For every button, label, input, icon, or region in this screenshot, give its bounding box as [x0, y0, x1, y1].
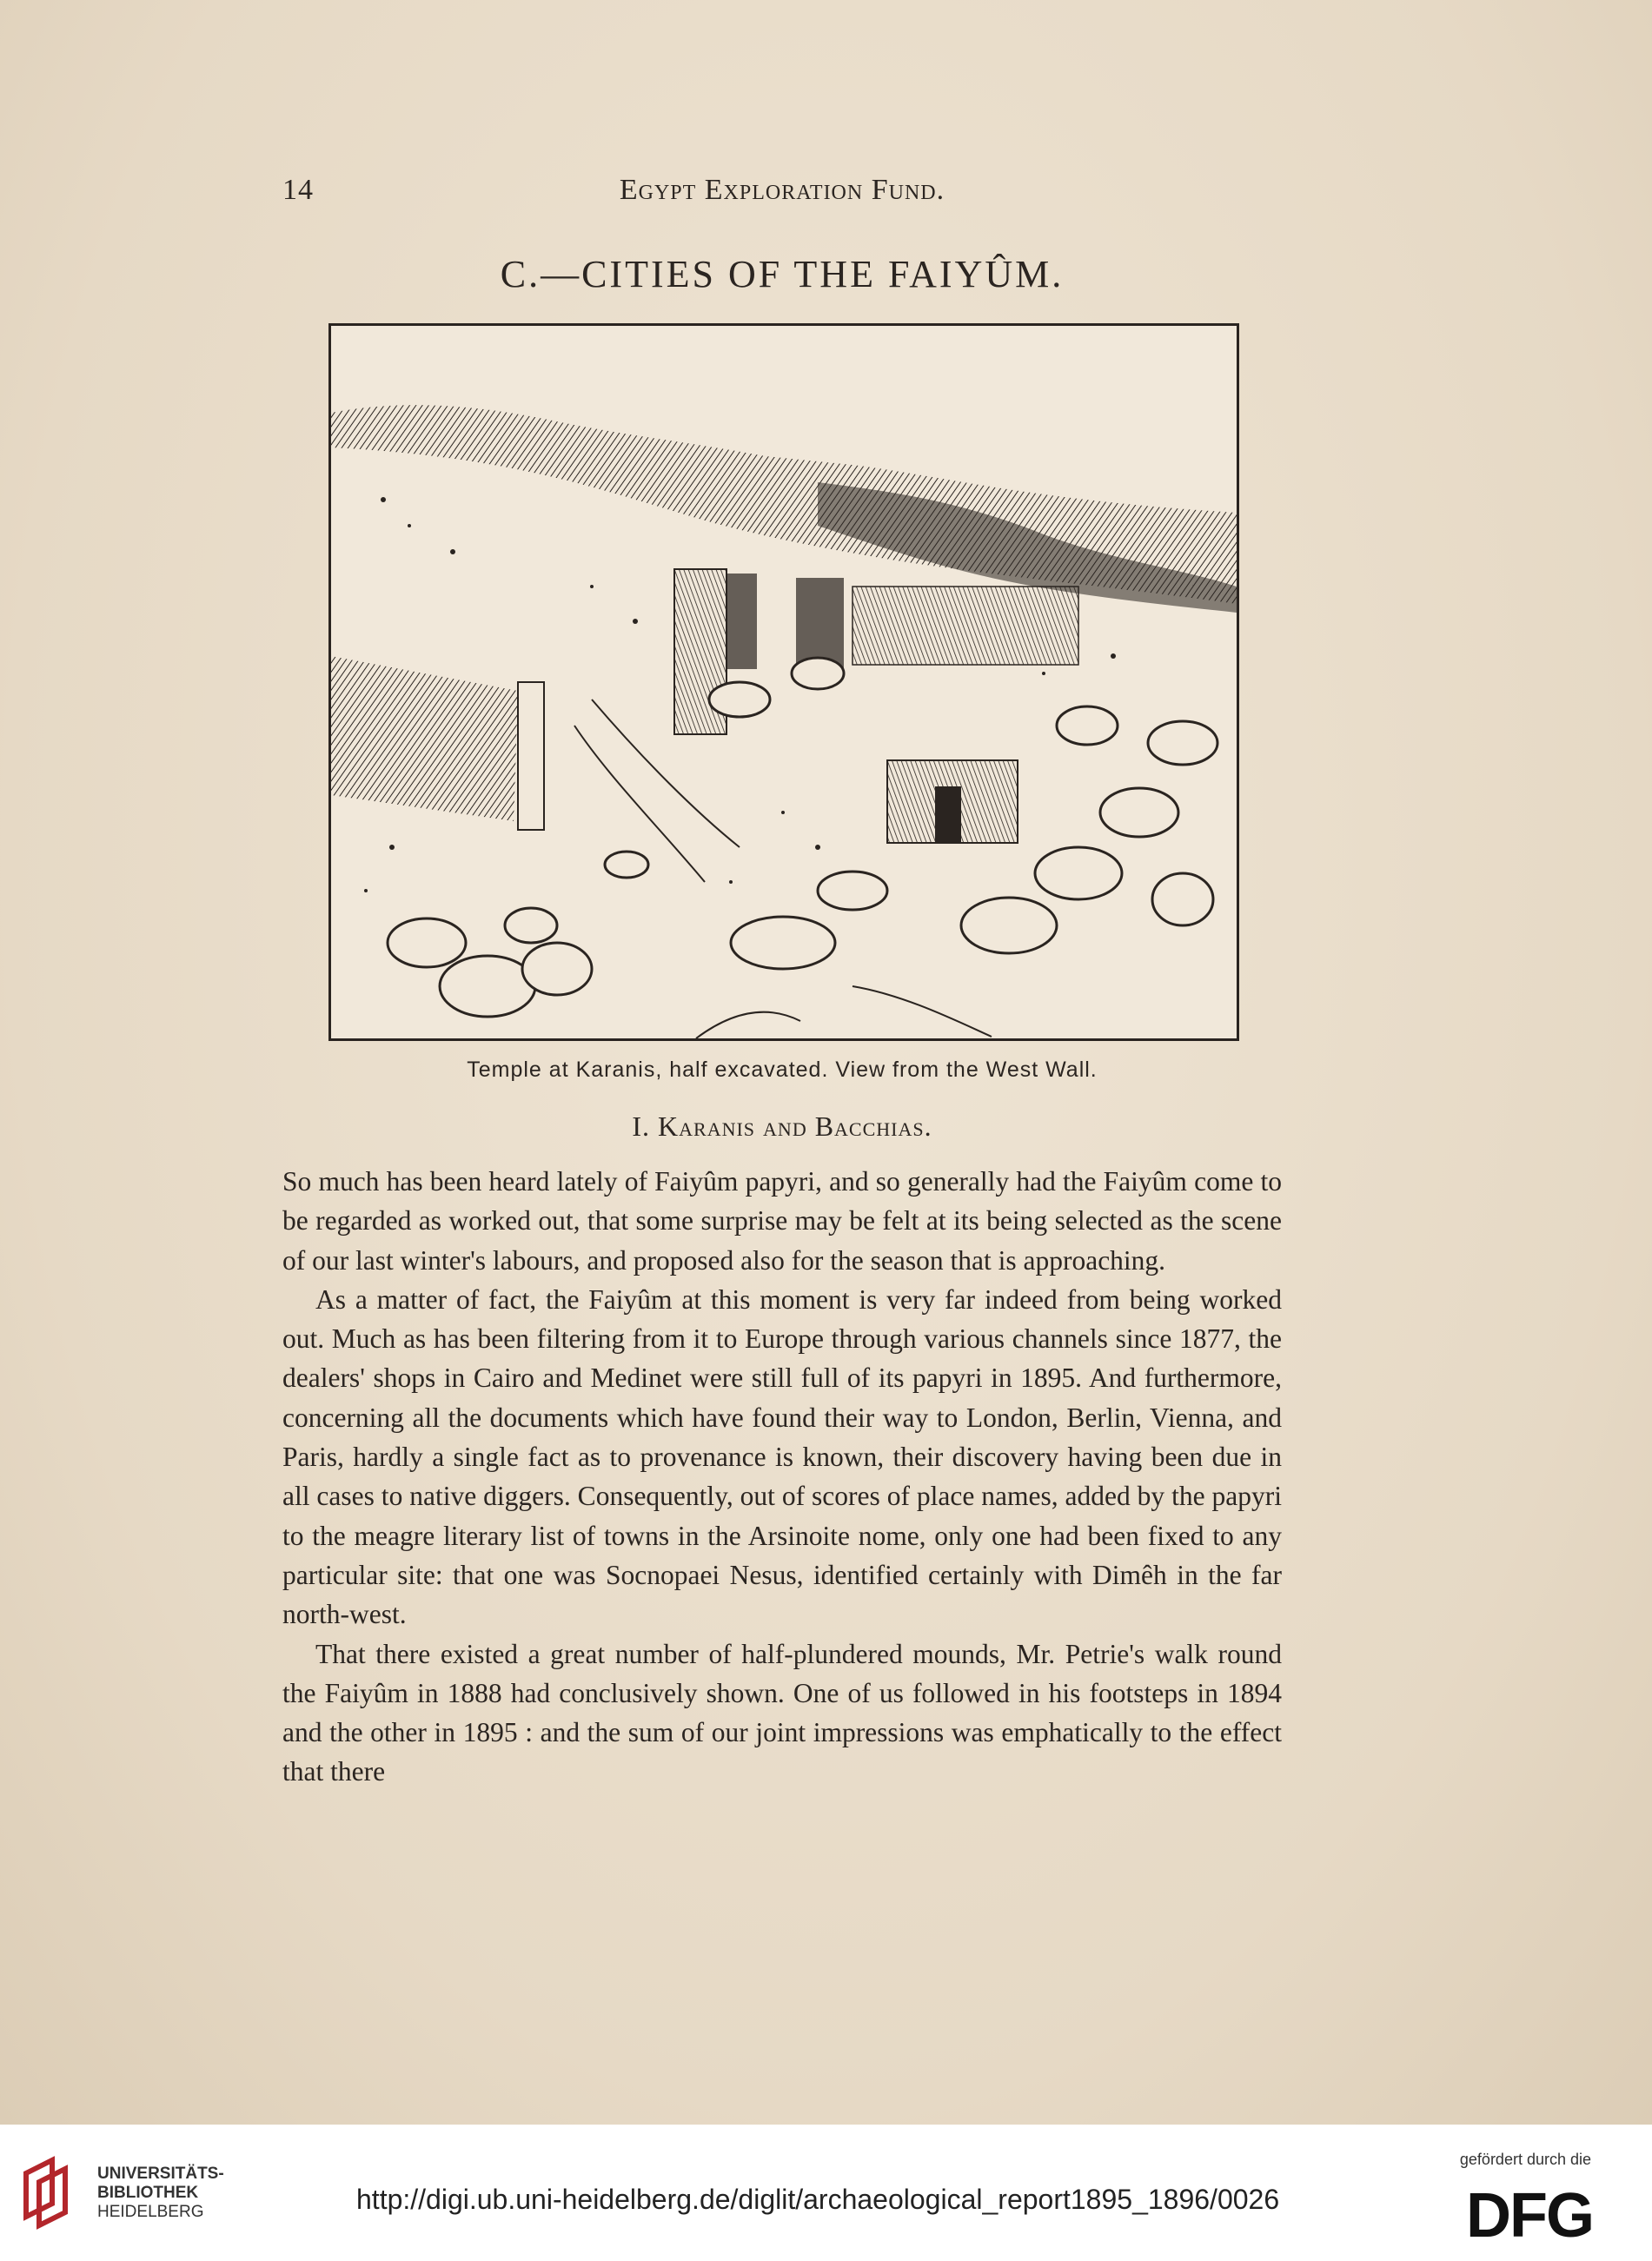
paragraph: That there existed a great number of half-plundered mounds, Mr. Petrie's walk round the Faiyûm in 1888 had conclusively shown. One of us followed in his footsteps in 1894 and the other in 1895 : and the sum of our joint impressions was emphatically to the effect that there: [282, 1638, 1282, 1787]
permalink-url[interactable]: http://digi.ub.uni-heidelberg.de/diglit/archaeological_report1895_1896/0026: [356, 2184, 1280, 2215]
paragraph: So much has been heard lately of Faiyûm papyri, and so generally had the Faiyûm come to be regarded as worked out, that some surprise may be felt at its being selected as the scene of our last winter's labours, and proposed also for the season that is approaching.: [282, 1166, 1282, 1276]
university-library-logo-icon: [17, 2156, 96, 2234]
temple-engraving-image: [331, 326, 1237, 1038]
body-text: [282, 1162, 1282, 1792]
section-title: C.—CITIES OF THE FAIYÛM.: [500, 253, 1065, 295]
funded-by-label: gefördert durch die: [1459, 2151, 1591, 2168]
dfg-logo: DFG: [1466, 2181, 1593, 2251]
temple-illustration: [328, 323, 1239, 1041]
library-name: UNIVERSITÄTS- BIBLIOTHEK HEIDELBERG: [97, 2165, 224, 2221]
journal-title: Egypt Exploration Fund.: [619, 174, 945, 206]
subsection-title: I. Karanis and Bacchias.: [632, 1111, 932, 1142]
page-number: 14: [282, 174, 314, 206]
digitization-footer: [0, 2125, 1652, 2261]
figure-caption: Temple at Karanis, half excavated. View from the West Wall.: [467, 1058, 1098, 1082]
paragraph: As a matter of fact, the Faiyûm at this moment is very far indeed from being worked out. Much as has been filtering from it to Europe through various channels since 1877, the dealers' shops in Cairo and Medinet were still full of its papyri in 1895. And furthermore, concerning all the documents which have found their way to London, Berlin, Vienna, and Paris, hardly a single fact as to provenance is known, their discovery having been due in all cases to native diggers. Consequently, out of scores of place names, added by the papyri to the meagre literary list of towns in the Arsinoite nome, only one had been fixed to any particular site: that one was Socnopaei Nesus, identified certainly with Dimêh in the far north-west.: [282, 1283, 1282, 1630]
running-head: [282, 174, 1282, 217]
